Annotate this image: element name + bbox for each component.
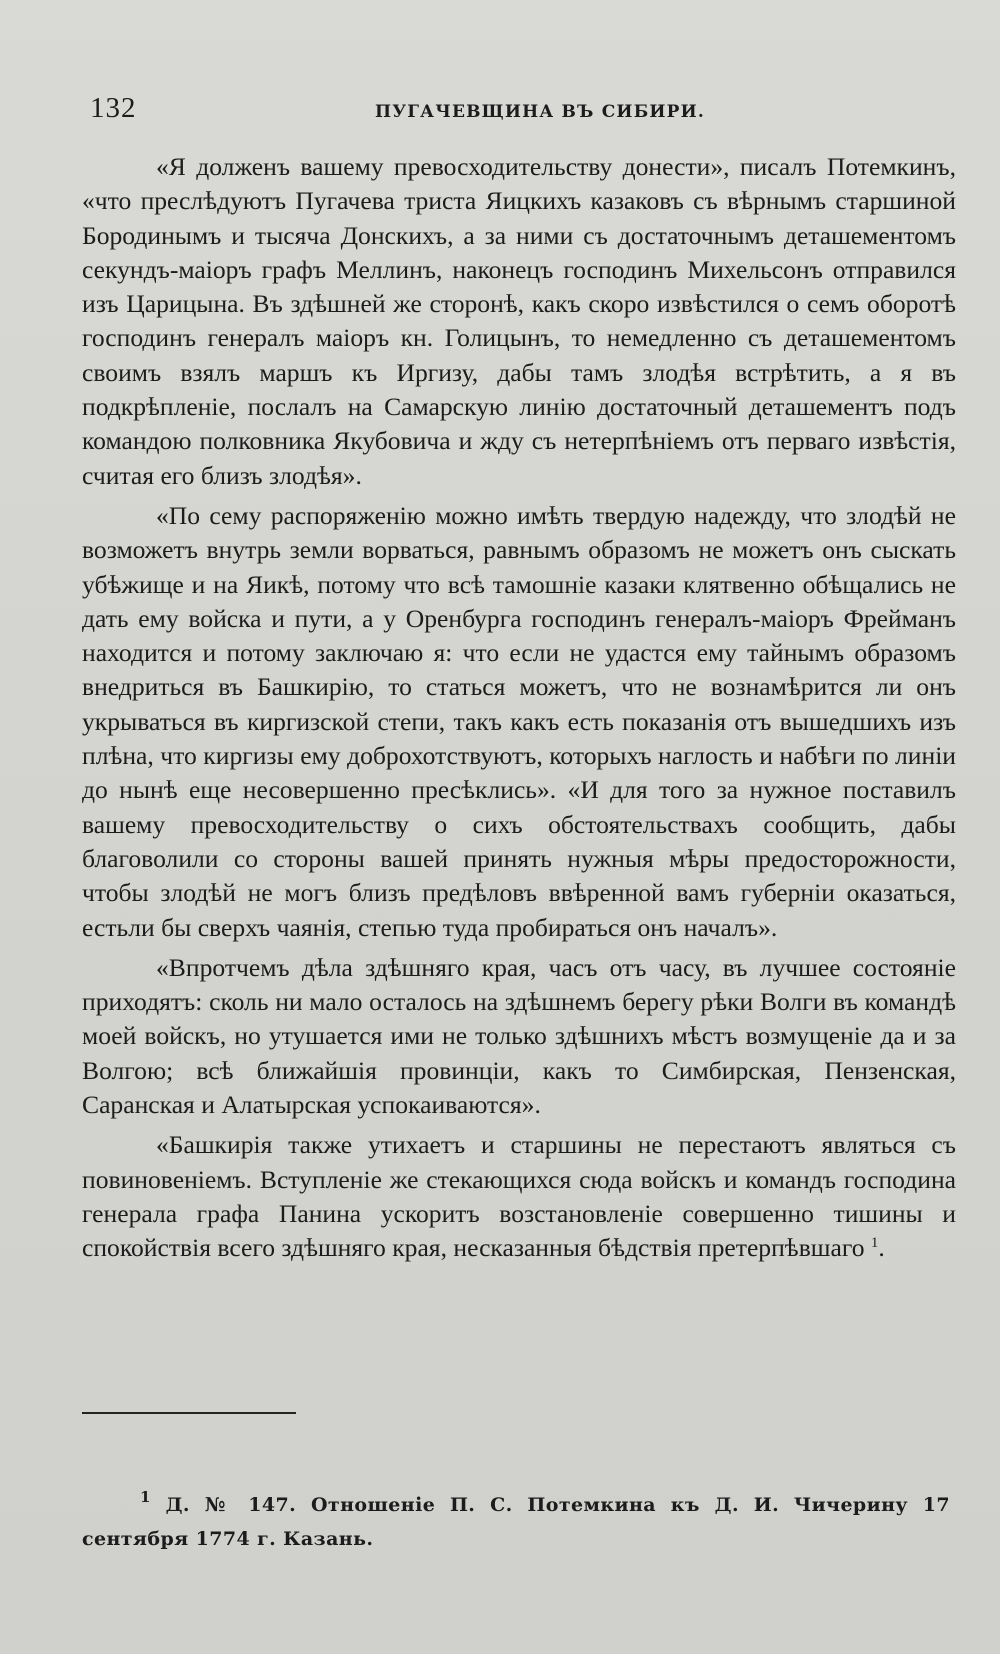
paragraph: «Я долженъ вашему превосходительству донести», писалъ Потемкинъ, «что преслѣдуютъ Пугачева триста Яицкихъ казаковъ съ вѣрнымъ старшиной Бородинымъ и тысяча Донскихъ, а за ними съ достаточнымъ деташементомъ секундъ-маіоръ графъ Меллинъ, наконецъ господинъ Михельсонъ отправился изъ Царицына. Въ здѣшней же сторонѣ, какъ скоро извѣстился о семъ оборотѣ господинъ генералъ маіоръ кн. Голицынъ, то немедленно съ деташементомъ своимъ взялъ маршъ къ Иргизу, дабы тамъ злодѣя встрѣтить, а я въ подкрѣпленіе, послалъ на Самарскую линію достаточный деташементъ подъ командою полковника Якубовича и жду съ нетерпѣніемъ отъ перваго извѣстія, считая его близъ злодѣя». (82, 152, 956, 490)
footnote-reference: 1 (870, 1235, 879, 1252)
paragraph-with-footnote: «Башкирія также утихаетъ и старшины не перестаютъ являться съ повиновеніемъ. Вступленіе же стекающихся сюда войскъ и командъ господина генерала графа Панина ускоритъ возстановленіе совершенно тишины и спокойствія всего здѣшняго края, несказанныя бѣдствія претерпѣвшаго $^1$. (82, 1130, 956, 1263)
page-number: 132 (90, 92, 137, 124)
footnote-divider (82, 1412, 296, 1414)
paragraph: «По сему распоряженію можно имѣть твердую надежду, что злодѣй не возможетъ внутрь земли ворваться, равнымъ образомъ не можетъ онъ сыскать убѣжище и на Яикѣ, потому что всѣ тамошніе казаки клятвенно обѣщались не дать ему войска и пути, а у Оренбурга господинъ генералъ-маіоръ Фрейманъ находится и потому заключаю я: что если не удастся ему тайнымъ образомъ внедриться въ Башкирію, то статься можетъ, что не вознамѣрится ли онъ укрываться въ киргизской степи, такъ какъ есть показанія отъ вышедшихъ изъ плѣна, что киргизы ему доброхотствуютъ, которыхъ наглость и набѣги по линіи до нынѣ еще несовершенно пресѣклись». «И для того за нужное поставилъ вашему превосходительству о сихъ обстоятельствахъ сообщить, дабы благоволили со стороны вашей принять нужныя мѣры предосторожности, чтобы злодѣй не могъ близъ предѣловъ ввѣренной вамъ губерніи оказаться, естьли бы сверхъ чаянія, степью туда пробираться онъ началъ». (82, 500, 956, 942)
main-text (82, 150, 956, 1266)
paragraph-text: «Башкирія также утихаетъ и старшины не перестаютъ являться съ повиновеніемъ. Вступленіе же стекающихся сюда войскъ и командъ господина генерала графа Панина ускоритъ возстановленіе совершенно тишины и спокойствія всего здѣшняго края, несказанныя бѣдствія претерпѣвшаго (82, 1130, 956, 1263)
paragraph: «Впротчемъ дѣла здѣшняго края, часъ отъ часу, въ лучшее состояніе приходятъ: сколь ни мало осталось на здѣшнемъ берегу рѣки Волги въ командѣ моей войскъ, но утушается ими не только здѣшнихъ мѣстъ возмущеніе да и за Волгою; всѣ ближайшія провинціи, какъ то Симбирская, Пензенская, Саранская и Алатырская успокаиваются». (82, 952, 956, 1120)
footnote-text: Д. № 147. Отношеніе П. С. Потемкина къ Д. И. Чичерину 17 сентября 1774 г. Казань. (82, 1494, 950, 1550)
footnote (82, 1488, 950, 1556)
page-header (90, 92, 910, 132)
running-head: ПУГАЧЕВЩИНА ВЪ СИБИРИ. (375, 102, 706, 122)
footnote-marker: 1 (140, 1488, 151, 1506)
